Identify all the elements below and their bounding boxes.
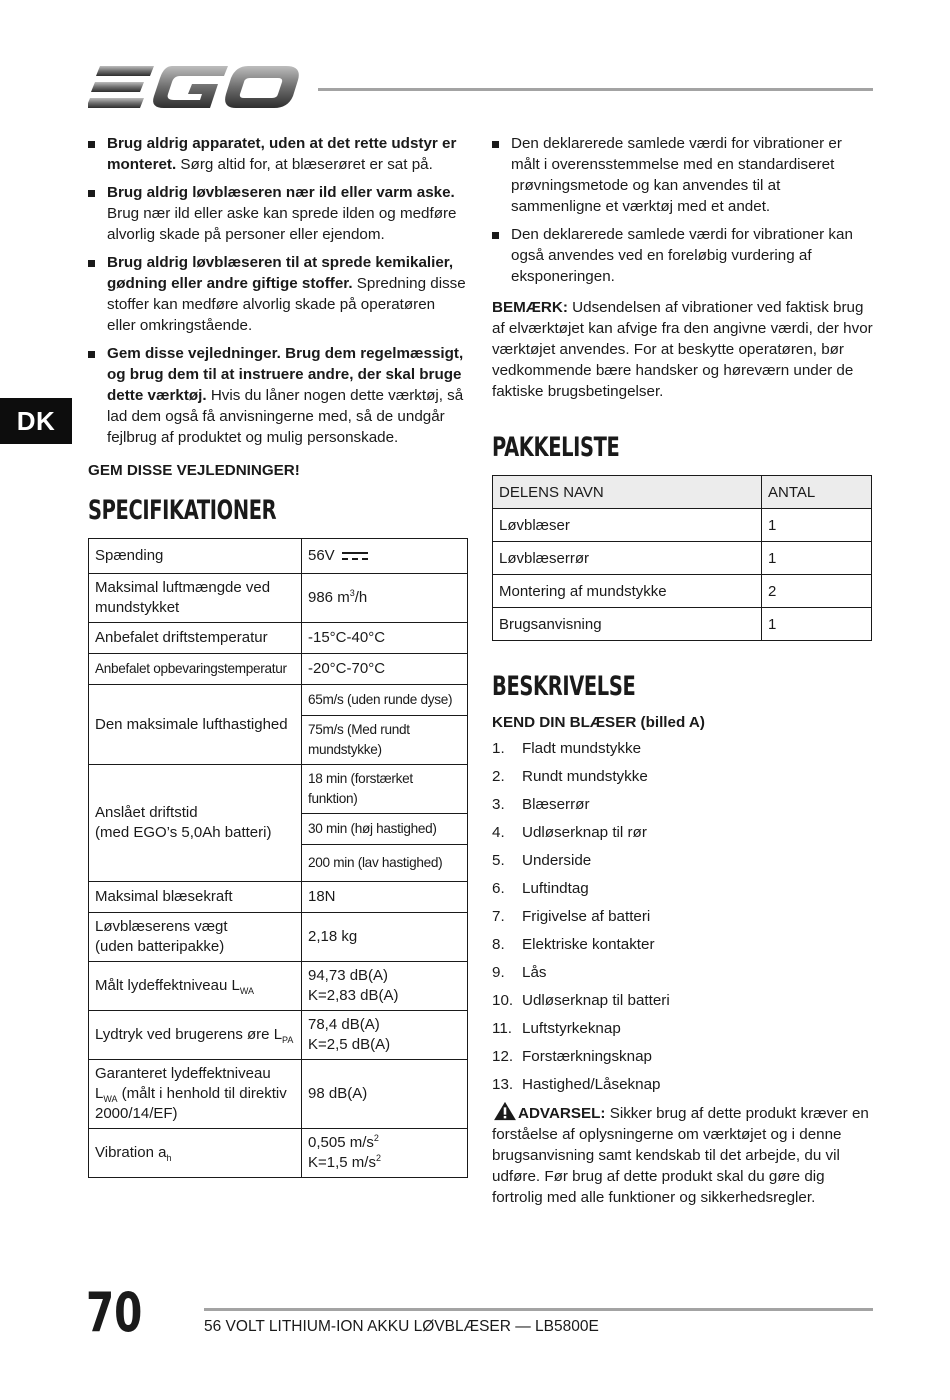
list-item: Den deklarerede samlede værdi for vibrationer kan også anvendes ved en foreløbig vurdering af eksponeringen. [492,224,874,287]
pack-cell-name: Løvblæser [493,509,762,542]
parts-list [492,735,874,1099]
left-column [88,133,468,1178]
list-item: 7. Frigivelse af batteri [492,908,651,925]
table-row [89,654,468,685]
language-tab: DK [0,398,72,444]
list-item: Den deklarerede samlede værdi for vibrationer er målt i overensstemmelse med en standardiseret prøvningsmetode og kan anvendes til at sammenligne et værktøj med et andet. [492,133,874,217]
spec-max-speed-label: Den maksimale lufthastighed [89,685,302,765]
ego-logo [88,62,303,114]
list-item: Brug aldrig løvblæseren til at sprede kemikalier, gødning eller andre giftige stoffer. Spredning disse stoffer kan medføre alvorlig skade på operatøren eller omkringstående. [88,252,468,336]
list-item: Gem disse vejledninger. Brug dem regelmæssigt, og brug dem til at instruere andre, der skal bruge dette værktøj. Hvis du låner nogen dette værktøj, så lad dem også få anvisningerne med, så de undgår fejlbrug af produktet og mulig personskade. [88,343,468,448]
spec-voltage-label: Spænding [89,539,302,574]
list-item: 12. Forstærkningsknap [492,1048,652,1065]
spec-storage-temp-label: Anbefalet opbevaringstemperatur [89,654,302,685]
spec-op-temp-label: Anbefalet driftstemperatur [89,623,302,654]
spec-force-label: Maksimal blæsekraft [89,882,302,913]
spec-airflow-label: Maksimal luftmængde ved mundstykket [89,574,302,623]
save-instructions-note: GEM DISSE VEJLEDNINGER! [88,462,300,479]
spec-op-temp-value: -15°C-40°C [302,623,468,654]
list-item: 8. Elektriske kontakter [492,936,655,953]
table-row [89,765,468,814]
table-row [89,623,468,654]
warning-label: ADVARSEL: [518,1105,606,1122]
table-row [493,509,872,542]
note-label: BEMÆRK: [492,299,568,316]
table-row [89,1060,468,1129]
vibration-bullets [492,133,874,287]
spec-weight-label: Løvblæserens vægt (uden batteripakke) [89,913,302,962]
spec-runtime-label: Anslået driftstid (med EGO’s 5,0Ah batteri) [89,765,302,882]
spec-pressure-value: 78,4 dB(A) K=2,5 dB(A) [302,1011,468,1060]
pack-cell-qty: 1 [762,608,872,641]
table-row [89,685,468,716]
list-item: 11. Luftstyrkeknap [492,1020,621,1037]
table-row [89,539,468,574]
spec-pressure-label: Lydtryk ved brugerens øre $L_{PA}$ [89,1011,302,1060]
safety-bullets [88,133,468,448]
table-row [89,962,468,1011]
table-row [493,575,872,608]
pack-cell-name: Løvblæserrør [493,542,762,575]
spec-runtime-high: 30 min (høj hastighed) [302,814,468,845]
spec-vibration-label: Vibration $a_h$ [89,1129,302,1178]
list-item: 2. Rundt mundstykke [492,768,648,785]
list-item: 10. Udløserknap til batteri [492,992,670,1009]
footer-title: 56 VOLT LITHIUM-ION AKKU LØVBLÆSER — LB5800E [204,1318,599,1335]
list-item: 13. Hastighed/Låseknap [492,1076,661,1093]
spec-title: SPECIFIKATIONER [88,495,277,526]
pack-cell-qty: 1 [762,542,872,575]
spec-guaranteed-value: 98 dB(A) [302,1060,468,1129]
spec-runtime-low: 200 min (lav hastighed) [302,845,468,882]
table-row [89,1129,468,1178]
pack-list-title: PAKKELISTE [492,432,620,463]
table-row [89,1011,468,1060]
spec-vibration-value: 0,505 $m/s^2$ K=1,5 $m/s^2$ [302,1129,468,1178]
list-item: 9. Lås [492,964,547,981]
warning-triangle-icon [492,1101,518,1121]
spec-voltage-value: 56V [302,539,468,574]
description-title: BESKRIVELSE [492,671,636,702]
spec-power-value: 94,73 dB(A) K=2,83 dB(A) [302,962,468,1011]
list-item: 6. Luftindtag [492,880,589,897]
spec-airflow-value: 986 $m^3/h$ [302,574,468,623]
list-item: 5. Underside [492,852,592,869]
list-item: 3. Blæserrør [492,796,590,813]
note-paragraph: BEMÆRK: Udsendelsen af vibrationer ved faktisk brug af elværktøjet kan afvige fra den angivne værdi, der hvor værktøjet anvendes. For at beskytte operatøren, bør vedkommende bære handsker og høreværn under de faktiske brugsbetingelser. [492,299,873,400]
spec-max-speed-nozzle: 75m/s (Med rundt mundstykke) [302,716,468,765]
spec-runtime-boost: 18 min (forstærket funktion) [302,765,468,814]
table-row [89,913,468,962]
know-your-blower-title: KEND DIN BLÆSER (billed A) [492,714,705,731]
page-number: 70 [86,1281,143,1344]
spec-guaranteed-label: Garanteret lydeffektniveau $L_{WA}$ (målt i henhold til direktiv 2000/14/EF) [89,1060,302,1129]
pack-header-name: DELENS NAVN [493,476,762,509]
spec-power-label: Målt lydeffektniveau $L_{WA}$ [89,962,302,1011]
footer-rule [204,1308,873,1311]
spec-max-speed-round: 65m/s (uden runde dyse) [302,685,468,716]
spec-weight-value: 2,18 kg [302,913,468,962]
pack-list-table [492,475,872,641]
list-item: 1. Fladt mundstykke [492,740,642,757]
list-item: Brug aldrig apparatet, uden at det rette udstyr er monteret. Sørg altid for, at blæserøret er sat på. [88,133,468,175]
table-header-row [493,476,872,509]
warning-paragraph: ADVARSEL: Sikker brug af dette produkt kræver en forståelse af oplysningerne om værktøjet og i denne brugsanvisning samt kendskab til det arbejde, du vil udføre. Før brug af dette produkt skal du gøre dig fortrolig med alle funktioner og sikkerhedsregler. [492,1101,874,1208]
spec-table [88,538,468,1178]
header-rule [318,88,873,91]
table-row [493,542,872,575]
spec-storage-temp-value: -20°C-70°C [302,654,468,685]
list-item: 4. Udløserknap til rør [492,824,647,841]
spec-force-value: 18N [302,882,468,913]
pack-cell-qty: 2 [762,575,872,608]
table-row [493,608,872,641]
right-column [492,133,874,1208]
pack-cell-name: Montering af mundstykke [493,575,762,608]
pack-cell-name: Brugsanvisning [493,608,762,641]
table-row [89,882,468,913]
dc-symbol-icon [342,551,368,561]
pack-cell-qty: 1 [762,509,872,542]
table-row [89,574,468,623]
pack-header-qty: ANTAL [762,476,872,509]
list-item: Brug aldrig løvblæseren nær ild eller varm aske. Brug nær ild eller aske kan sprede ilden og medføre alvorlig skade på personer eller ejendom. [88,182,468,245]
